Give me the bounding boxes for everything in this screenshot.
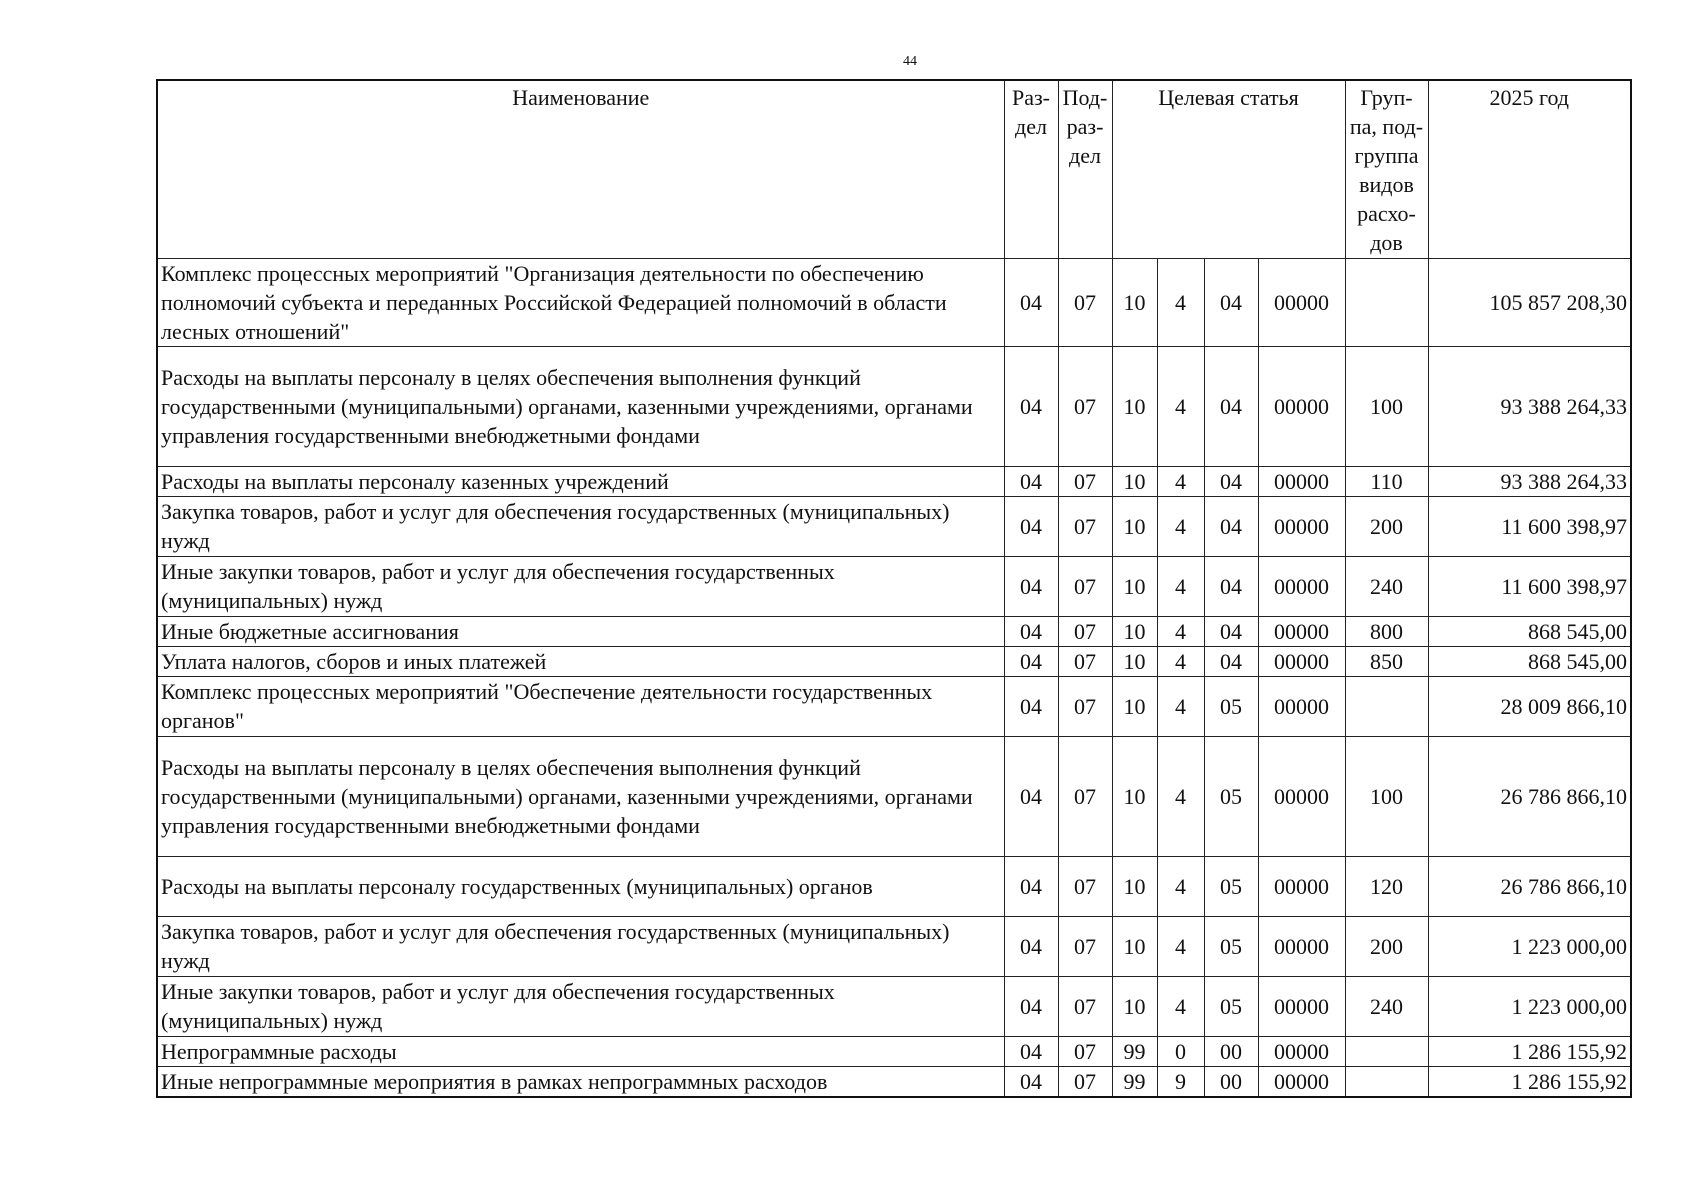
row-target-complex: 04 [1204,258,1258,346]
row-target-direction: 00000 [1258,346,1345,466]
row-expense-group: 100 [1345,736,1428,856]
row-target-program: 10 [1112,496,1157,556]
row-expense-group [1345,676,1428,736]
row-amount: 1 286 155,92 [1428,1066,1631,1097]
row-target-type: 4 [1157,676,1204,736]
row-target-direction: 00000 [1258,1066,1345,1097]
row-target-complex: 05 [1204,676,1258,736]
row-section: 04 [1004,466,1058,496]
row-amount: 1 223 000,00 [1428,976,1631,1036]
row-subsection: 07 [1058,856,1112,916]
row-expense-group [1345,1066,1428,1097]
row-expense-group: 850 [1345,646,1428,676]
row-section: 04 [1004,856,1058,916]
row-name: Закупка товаров, работ и услуг для обеспечения государственных (муниципальных) нужд [157,496,1004,556]
row-section: 04 [1004,646,1058,676]
row-target-direction: 00000 [1258,646,1345,676]
row-target-direction: 00000 [1258,466,1345,496]
row-target-program: 10 [1112,916,1157,976]
row-amount: 11 600 398,97 [1428,556,1631,616]
row-target-program: 10 [1112,466,1157,496]
row-name: Комплекс процессных мероприятий "Организация деятельности по обеспечению полномочий субъекта и переданных Российской Федерацией полномочий в области лесных отношений" [157,258,1004,346]
table-row [157,616,1631,646]
row-section: 04 [1004,736,1058,856]
row-subsection: 07 [1058,976,1112,1036]
row-target-direction: 00000 [1258,258,1345,346]
table-row [157,466,1631,496]
row-amount: 26 786 866,10 [1428,736,1631,856]
row-name: Закупка товаров, работ и услуг для обеспечения государственных (муниципальных) нужд [157,916,1004,976]
row-subsection: 07 [1058,916,1112,976]
row-target-complex: 04 [1204,496,1258,556]
row-name: Расходы на выплаты персоналу в целях обеспечения выполнения функций государственными (муниципальными) органами, казенными учреждениями, органами управления государственными внебюджетными фондами [157,346,1004,466]
row-target-program: 10 [1112,556,1157,616]
header-section: Раз- дел [1004,80,1058,258]
row-subsection: 07 [1058,466,1112,496]
row-amount: 28 009 866,10 [1428,676,1631,736]
budget-table [156,79,1632,1098]
row-expense-group: 100 [1345,346,1428,466]
row-target-program: 10 [1112,646,1157,676]
row-target-complex: 04 [1204,646,1258,676]
row-subsection: 07 [1058,1036,1112,1066]
row-section: 04 [1004,258,1058,346]
row-name: Иные бюджетные ассигнования [157,616,1004,646]
row-amount: 868 545,00 [1428,646,1631,676]
table-row [157,556,1631,616]
row-expense-group: 110 [1345,466,1428,496]
row-section: 04 [1004,1036,1058,1066]
row-expense-group: 200 [1345,916,1428,976]
row-amount: 26 786 866,10 [1428,856,1631,916]
header-row [157,80,1631,258]
row-target-program: 99 [1112,1066,1157,1097]
row-target-type: 4 [1157,616,1204,646]
header-expense-group: Груп- па, под- группа видов расхо- дов [1345,80,1428,258]
row-expense-group: 120 [1345,856,1428,916]
row-target-type: 9 [1157,1066,1204,1097]
row-name: Иные закупки товаров, работ и услуг для обеспечения государственных (муниципальных) нужд [157,556,1004,616]
row-name: Иные закупки товаров, работ и услуг для обеспечения государственных (муниципальных) нужд [157,976,1004,1036]
row-target-program: 10 [1112,346,1157,466]
row-target-program: 10 [1112,676,1157,736]
row-section: 04 [1004,976,1058,1036]
row-target-program: 10 [1112,258,1157,346]
table-row [157,646,1631,676]
row-name: Иные непрограммные мероприятия в рамках непрограммных расходов [157,1066,1004,1097]
row-target-direction: 00000 [1258,676,1345,736]
row-section: 04 [1004,496,1058,556]
table-row [157,976,1631,1036]
row-section: 04 [1004,616,1058,646]
row-name: Уплата налогов, сборов и иных платежей [157,646,1004,676]
row-amount: 1 223 000,00 [1428,916,1631,976]
row-target-direction: 00000 [1258,856,1345,916]
row-target-type: 4 [1157,856,1204,916]
table-row [157,496,1631,556]
row-target-direction: 00000 [1258,1036,1345,1066]
row-subsection: 07 [1058,736,1112,856]
row-amount: 1 286 155,92 [1428,1036,1631,1066]
row-expense-group [1345,1036,1428,1066]
row-target-program: 10 [1112,856,1157,916]
row-target-complex: 05 [1204,976,1258,1036]
row-amount: 105 857 208,30 [1428,258,1631,346]
table-row [157,736,1631,856]
row-target-direction: 00000 [1258,496,1345,556]
row-target-type: 4 [1157,736,1204,856]
row-target-program: 99 [1112,1036,1157,1066]
row-target-type: 4 [1157,976,1204,1036]
row-amount: 93 388 264,33 [1428,466,1631,496]
row-section: 04 [1004,916,1058,976]
row-name: Непрограммные расходы [157,1036,1004,1066]
row-target-complex: 04 [1204,616,1258,646]
table-row [157,1066,1631,1097]
row-section: 04 [1004,1066,1058,1097]
row-subsection: 07 [1058,258,1112,346]
row-subsection: 07 [1058,616,1112,646]
row-target-direction: 00000 [1258,916,1345,976]
row-expense-group: 200 [1345,496,1428,556]
row-name: Расходы на выплаты персоналу государственных (муниципальных) органов [157,856,1004,916]
row-target-type: 4 [1157,556,1204,616]
row-expense-group: 240 [1345,976,1428,1036]
row-target-direction: 00000 [1258,736,1345,856]
row-expense-group [1345,258,1428,346]
row-target-type: 4 [1157,466,1204,496]
row-name: Комплекс процессных мероприятий "Обеспечение деятельности государственных органов" [157,676,1004,736]
page-number: 44 [903,54,917,69]
table-row [157,856,1631,916]
table-row [157,1036,1631,1066]
table-row [157,258,1631,346]
row-target-type: 4 [1157,258,1204,346]
row-subsection: 07 [1058,1066,1112,1097]
row-target-type: 4 [1157,646,1204,676]
header-name: Наименование [157,80,1004,258]
row-subsection: 07 [1058,346,1112,466]
row-section: 04 [1004,556,1058,616]
row-target-complex: 05 [1204,856,1258,916]
row-section: 04 [1004,346,1058,466]
row-target-program: 10 [1112,976,1157,1036]
row-target-complex: 04 [1204,346,1258,466]
row-target-type: 0 [1157,1036,1204,1066]
row-target-direction: 00000 [1258,976,1345,1036]
header-subsection: Под- раз- дел [1058,80,1112,258]
row-target-direction: 00000 [1258,556,1345,616]
row-target-type: 4 [1157,346,1204,466]
row-name: Расходы на выплаты персоналу в целях обеспечения выполнения функций государственными (муниципальными) органами, казенными учреждениями, органами управления государственными внебюджетными фондами [157,736,1004,856]
table-row [157,916,1631,976]
table-row [157,676,1631,736]
table-row [157,346,1631,466]
row-target-complex: 04 [1204,556,1258,616]
row-amount: 868 545,00 [1428,616,1631,646]
row-name: Расходы на выплаты персоналу казенных учреждений [157,466,1004,496]
row-target-complex: 00 [1204,1066,1258,1097]
row-subsection: 07 [1058,496,1112,556]
row-target-complex: 00 [1204,1036,1258,1066]
row-target-program: 10 [1112,736,1157,856]
table-body [157,258,1631,1097]
row-target-complex: 05 [1204,736,1258,856]
row-expense-group: 240 [1345,556,1428,616]
row-target-complex: 04 [1204,466,1258,496]
row-amount: 11 600 398,97 [1428,496,1631,556]
row-target-type: 4 [1157,496,1204,556]
row-target-type: 4 [1157,916,1204,976]
header-target-article: Целевая статья [1112,80,1345,258]
row-subsection: 07 [1058,646,1112,676]
row-section: 04 [1004,676,1058,736]
header-year: 2025 год [1428,80,1631,258]
row-amount: 93 388 264,33 [1428,346,1631,466]
row-target-program: 10 [1112,616,1157,646]
row-expense-group: 800 [1345,616,1428,646]
row-subsection: 07 [1058,556,1112,616]
row-subsection: 07 [1058,676,1112,736]
row-target-direction: 00000 [1258,616,1345,646]
row-target-complex: 05 [1204,916,1258,976]
